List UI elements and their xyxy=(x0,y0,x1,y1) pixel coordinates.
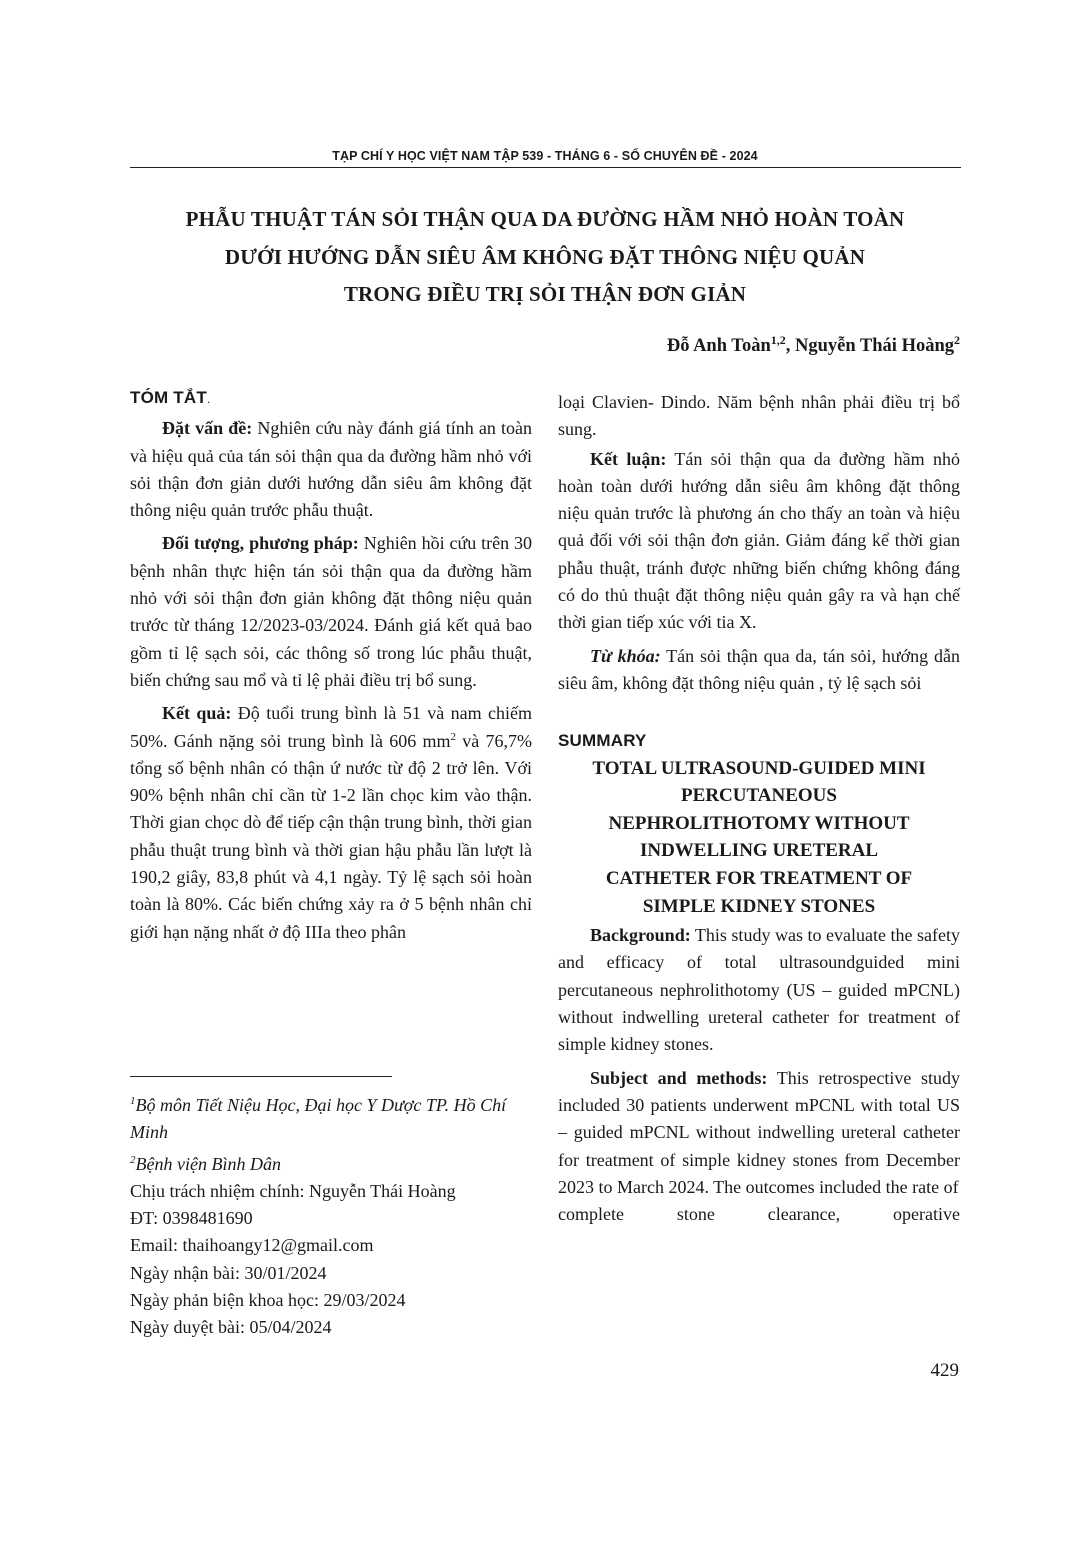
title-line: DƯỚI HƯỚNG DẪN SIÊU ÂM KHÔNG ĐẶT THÔNG NIỆU QUẢN xyxy=(224,244,866,269)
author-affiliation-mark: 1,2 xyxy=(770,333,786,347)
abstract-label: Kết luận: xyxy=(590,448,667,469)
article-title xyxy=(130,201,960,314)
english-title-line: PERCUTANEOUS xyxy=(681,785,837,807)
english-title-line: INDWELLING URETERAL xyxy=(639,840,879,862)
date-received: Ngày nhận bài: 30/01/2024 xyxy=(130,1262,327,1283)
running-header: TẠP CHÍ Y HỌC VIỆT NAM TẬP 539 - THÁNG 6 - SỐ CHUYÊN ĐỀ - 2024 xyxy=(332,149,758,163)
abstract-label: Từ khóa: xyxy=(590,645,661,666)
affiliation-2: $^2$Bệnh viện Bình Dân xyxy=(130,1153,281,1174)
footnote-rule xyxy=(130,1076,392,1077)
author-name: Nguyễn Thái Hoàng xyxy=(794,336,954,357)
email: Email: thaihoangy12@gmail.com xyxy=(130,1235,374,1256)
abstract-label: Background: xyxy=(590,925,691,946)
english-title-line: TOTAL ULTRASOUND-GUIDED MINI xyxy=(592,757,926,779)
right-column xyxy=(558,389,960,1228)
abstract-label: Đặt vấn đề: xyxy=(162,418,253,439)
abstract-methods: Đối tượng, phương pháp: Nghiên hồi cứu trên 30 bệnh nhân thực hiện tán sỏi thận qua da đường hầm nhỏ với sỏi thận đơn giản không đặt thông niệu quản trước từ tháng 12/2023-03/2024. Đánh giá kết quả bao gồm tỉ lệ sạch sỏi, các thông số trong lúc phẫu thuật, biến chứng sau mổ và tỉ lệ phải điều trị bổ sung. xyxy=(130,533,532,690)
title-line: PHẪU THUẬT TÁN SỎI THẬN QUA DA ĐƯỜNG HẦM NHỎ HOÀN TOÀN xyxy=(185,207,905,231)
abstract-results: Kết quả: Độ tuổi trung bình là 51 và nam chiếm 50%. Gánh nặng sỏi trung bình là 606 $mm^2$ và 76,7% tổng số bệnh nhân có thận ứ nước từ độ 2 trở lên. Với 90% bệnh nhân chỉ cần từ 1-2 lần chọc kim vào thận. Thời gian chọc dò để tiếp cận thận trung bình, thời gian phẫu thuật trung bình và thời gian hậu phẫu lần lượt là 190,2 giây, 83,8 phút và 4,1 ngày. Tỷ lệ sạch sỏi hoàn toàn là 80%. Các biến chứng xảy ra ở 5 bệnh nhân chỉ giới hạn nặng nhất ở độ IIIa theo phân xyxy=(130,703,533,942)
date-accepted: Ngày duyệt bài: 05/04/2024 xyxy=(130,1317,332,1338)
abstract-heading: TÓM TẮT. xyxy=(130,388,211,407)
author-separator: , xyxy=(785,336,795,357)
english-title xyxy=(558,755,960,921)
abstract-background: Đặt vấn đề: Nghiên cứu này đánh giá tính an toàn và hiệu quả của tán sỏi thận qua da đường hầm nhỏ với sỏi thận đơn giản dưới hướng dẫn siêu âm không đặt thông niệu quản trước phẫu thuật. xyxy=(130,418,533,521)
phone: ĐT: 0398481690 xyxy=(130,1208,253,1229)
abstract-label: Đối tượng, phương pháp: xyxy=(162,533,359,554)
english-title-line: SIMPLE KIDNEY STONES xyxy=(642,895,876,917)
abstract-label: Kết quả: xyxy=(162,703,232,724)
footnotes xyxy=(130,1088,532,1342)
left-column xyxy=(130,384,532,946)
abstract-keywords: Từ khóa: Tán sỏi thận qua da, tán sỏi, hướng dẫn siêu âm, không đặt thông niệu quản , tỷ lệ sạch sỏi xyxy=(558,645,960,693)
summary-methods: Subject and methods: This retrospective study included 30 patients underwent mPCNL with total US – guided mPCNL without indwelling ureteral catheter for treatment of simple kidney stones from December 2023 to March 2024. The outcomes included the rate of xyxy=(558,1067,960,1197)
abstract-conclusion: Kết luận: Tán sỏi thận qua da đường hầm nhỏ hoàn toàn dưới hướng dẫn siêu âm không đặt thông niệu quản trước là phương án cho thấy an toàn và hiệu quả đối với sỏi thận đơn giản. Giảm đáng kể thời gian phẫu thuật, tránh được những biến chứng không đáng có do thủ thuật đặt thông niệu quản gây ra và hạn chế thời gian tiếp xúc với tia X. xyxy=(558,448,960,633)
header-rule xyxy=(130,167,961,168)
page-number: 429 xyxy=(930,1360,959,1381)
affiliation-1: $^1$Bộ môn Tiết Niệu Học, Đại học Y Dược TP. Hồ Chí Minh xyxy=(130,1095,507,1143)
author-list xyxy=(667,333,960,357)
date-reviewed: Ngày phản biện khoa học: 29/03/2024 xyxy=(130,1290,406,1311)
abstract-label: Subject and methods: xyxy=(590,1067,768,1088)
english-title-line: NEPHROLITHOTOMY WITHOUT xyxy=(608,812,910,834)
author-affiliation-mark: 2 xyxy=(954,333,960,347)
english-title-line: CATHETER FOR TREATMENT OF xyxy=(605,867,913,889)
abstract-results-continued: loại Clavien- Dindo. Năm bệnh nhân phải điều trị bổ sung. xyxy=(558,392,960,440)
author-name: Đỗ Anh Toàn xyxy=(666,336,771,357)
title-line: TRONG ĐIỀU TRỊ SỎI THẬN ĐƠN GIẢN xyxy=(343,282,747,306)
summary-methods-last-line: complete stone clearance, operative xyxy=(558,1204,960,1225)
summary-heading: SUMMARY xyxy=(558,731,647,751)
corresponding-author: Chịu trách nhiệm chính: Nguyễn Thái Hoàng xyxy=(130,1180,456,1201)
summary-background: Background: This study was to evaluate the safety and efficacy of total ultrasoundguided mini percutaneous nephrolithotomy (US – guided mPCNL) without indwelling ureteral catheter for treatment of simple kidney stones. xyxy=(558,925,960,1055)
